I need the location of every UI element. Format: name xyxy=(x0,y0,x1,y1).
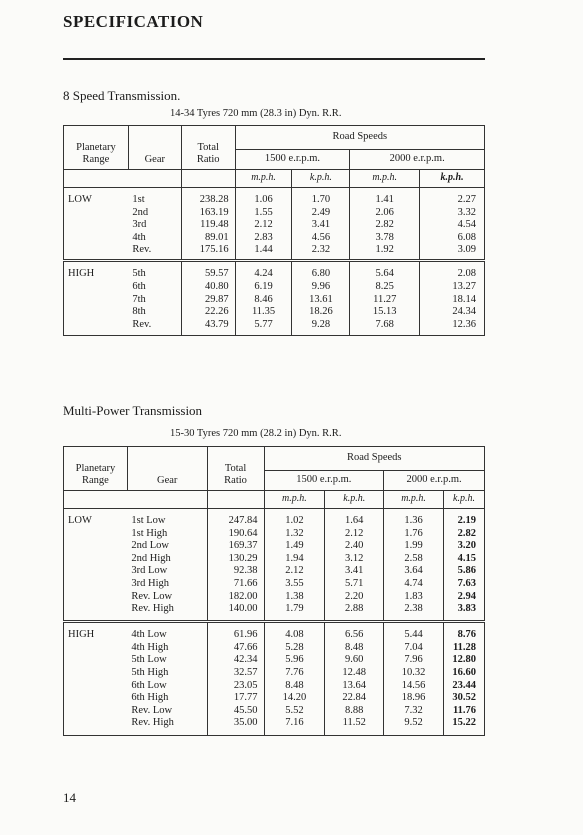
gear-cell: Rev. Low xyxy=(131,704,173,716)
table-row xyxy=(64,680,485,693)
ratio-cell: 17.77 xyxy=(207,692,264,705)
mph-1500-cell: 1.55 xyxy=(254,206,273,218)
gear-cell: Rev. Low xyxy=(131,590,173,602)
table-row xyxy=(64,528,485,541)
mph-2000-cell: 7.04 xyxy=(384,642,444,655)
range-cell xyxy=(64,319,129,336)
mph-2000-cell: 8.25 xyxy=(350,281,420,294)
table-row xyxy=(64,642,485,655)
kph-2000-cell: 7.63 xyxy=(443,578,484,591)
road-speeds-header: Road Speeds xyxy=(264,447,485,471)
ratio-cell: 22.26 xyxy=(181,306,235,319)
ratio-cell: 23.05 xyxy=(207,680,264,693)
gear-cell: 5th xyxy=(132,268,146,280)
kph-1500-cell: 9.28 xyxy=(292,319,350,336)
ratio-cell: 169.37 xyxy=(207,540,264,553)
table-row xyxy=(64,603,485,622)
kph-1500-cell: 12.48 xyxy=(325,667,384,680)
kph-2000-label: k.p.h. xyxy=(443,491,484,509)
ratio-cell: 190.64 xyxy=(207,528,264,541)
mph-2000-cell: 5.44 xyxy=(384,622,444,642)
kph-2000-label: k.p.h. xyxy=(420,170,485,188)
range-cell xyxy=(64,705,128,718)
mph-1500-cell: 11.35 xyxy=(251,306,276,318)
mph-2000-cell: 2.82 xyxy=(350,219,420,232)
mph-1500-cell: 5.96 xyxy=(285,654,304,666)
range-cell xyxy=(64,654,128,667)
range-cell xyxy=(64,219,129,232)
table-row xyxy=(64,578,485,591)
kph-1500-cell: 3.12 xyxy=(325,553,384,566)
table-row xyxy=(64,244,485,261)
total-ratio-header: Total Ratio xyxy=(207,447,264,491)
table-row xyxy=(64,540,485,553)
mph-2000-cell: 4.74 xyxy=(384,578,444,591)
kph-2000-cell: 16.60 xyxy=(443,667,484,680)
gear-cell: Rev. High xyxy=(127,717,207,736)
kph-1500-cell: 2.32 xyxy=(292,244,350,261)
table2-subtitle: 15-30 Tyres 720 mm (28.2 in) Dyn. R.R. xyxy=(170,428,342,439)
kph-1500-cell: 3.41 xyxy=(292,219,350,232)
kph-1500-cell: 1.64 xyxy=(325,509,384,528)
table1-title: 8 Speed Transmission. xyxy=(63,88,181,103)
kph-1500-cell: 22.84 xyxy=(325,692,384,705)
kph-1500-cell: 13.61 xyxy=(292,294,350,307)
gear-cell: 5th Low xyxy=(131,654,167,666)
page-heading: SPECIFICATION xyxy=(63,12,204,31)
mph-2000-cell: 18.96 xyxy=(384,692,444,705)
mph-2000-cell: 2.38 xyxy=(384,603,444,622)
kph-1500-cell: 2.88 xyxy=(325,603,384,622)
mph-1500-cell: 8.46 xyxy=(254,293,273,305)
kph-2000-cell: 24.34 xyxy=(420,306,485,319)
mph-2000-cell: 1.76 xyxy=(384,528,444,541)
mph-1500-cell: 5.28 xyxy=(285,641,304,653)
mph-2000-cell: 1.99 xyxy=(384,540,444,553)
range-label: HIGH xyxy=(64,261,129,281)
range-cell xyxy=(64,717,128,736)
kph-1500-cell: 13.64 xyxy=(325,680,384,693)
kph-2000-cell: 11.76 xyxy=(443,705,484,718)
mph-1500-cell: 3.55 xyxy=(285,577,304,589)
mph-1500-cell: 5.77 xyxy=(235,319,292,336)
kph-2000-cell: 8.76 xyxy=(443,622,484,642)
range-cell xyxy=(64,667,128,680)
ratio-cell: 43.79 xyxy=(181,319,235,336)
range-cell xyxy=(64,591,128,604)
mph-1500-cell: 14.20 xyxy=(282,692,307,704)
mph-2000-cell: 11.27 xyxy=(350,294,420,307)
erpm-2000-header: 2000 e.r.p.m. xyxy=(384,471,485,491)
kph-2000-cell: 30.52 xyxy=(443,692,484,705)
ratio-cell: 35.00 xyxy=(207,717,264,736)
ratio-cell: 140.00 xyxy=(207,603,264,622)
kph-2000-cell: 6.08 xyxy=(420,232,485,245)
gear-header: Gear xyxy=(127,447,207,491)
range-cell xyxy=(64,540,128,553)
kph-2000-cell: 23.44 xyxy=(443,680,484,693)
mph-2000-cell: 1.92 xyxy=(350,244,420,261)
kph-1500-cell: 1.70 xyxy=(292,188,350,207)
ratio-cell: 182.00 xyxy=(207,591,264,604)
table-row xyxy=(64,306,485,319)
gear-cell: 6th xyxy=(132,281,146,293)
mph-2000-cell: 3.64 xyxy=(384,565,444,578)
kph-2000-cell: 15.22 xyxy=(443,717,484,736)
mph-1500-cell: 4.24 xyxy=(254,268,273,280)
kph-1500-cell: 6.56 xyxy=(325,622,384,642)
mph-2000-cell: 1.83 xyxy=(384,591,444,604)
planetary-range-header: Planetary Range xyxy=(64,447,128,491)
range-cell xyxy=(64,281,129,294)
table-row xyxy=(64,705,485,718)
ratio-cell: 163.19 xyxy=(181,207,235,220)
gear-cell: 2nd xyxy=(132,206,149,218)
kph-2000-cell: 3.32 xyxy=(420,207,485,220)
gear-cell: 1st High xyxy=(131,527,168,539)
gear-cell: 7th xyxy=(132,293,146,305)
kph-2000-cell: 3.20 xyxy=(443,540,484,553)
kph-1500-label: k.p.h. xyxy=(325,491,384,509)
range-cell xyxy=(64,528,128,541)
erpm-2000-header: 2000 e.r.p.m. xyxy=(350,150,485,170)
table-row xyxy=(64,622,485,642)
gear-cell: 3rd xyxy=(132,219,147,231)
ratio-cell: 71.66 xyxy=(207,578,264,591)
gear-cell: Rev. xyxy=(128,319,181,336)
mph-2000-label: m.p.h. xyxy=(384,491,444,509)
kph-1500-cell: 18.26 xyxy=(292,306,350,319)
mph-1500-cell: 1.38 xyxy=(285,590,304,602)
kph-1500-cell: 2.12 xyxy=(325,528,384,541)
mph-2000-cell: 15.13 xyxy=(350,306,420,319)
kph-1500-cell: 2.49 xyxy=(292,207,350,220)
mph-1500-cell: 5.52 xyxy=(285,704,304,716)
range-cell xyxy=(64,306,129,319)
ratio-cell: 247.84 xyxy=(207,509,264,528)
kph-1500-cell: 6.80 xyxy=(292,261,350,281)
mph-1500-cell: 8.48 xyxy=(285,679,304,691)
kph-2000-cell: 5.86 xyxy=(443,565,484,578)
mph-2000-cell: 7.96 xyxy=(384,654,444,667)
gear-cell: 4th Low xyxy=(131,629,167,641)
mph-2000-cell: 7.68 xyxy=(350,319,420,336)
heading-rule xyxy=(63,58,485,60)
gear-cell: 1st xyxy=(132,194,145,205)
gear-cell: 8th xyxy=(132,306,146,318)
kph-2000-cell: 2.19 xyxy=(443,509,484,528)
ratio-cell: 29.87 xyxy=(181,294,235,307)
kph-1500-cell: 11.52 xyxy=(325,717,384,736)
range-label: LOW xyxy=(64,509,128,528)
table-row xyxy=(64,591,485,604)
kph-1500-cell: 5.71 xyxy=(325,578,384,591)
kph-2000-cell: 2.08 xyxy=(420,261,485,281)
table2-title: Multi-Power Transmission xyxy=(63,403,203,418)
table-row xyxy=(64,232,485,245)
range-cell xyxy=(64,565,128,578)
kph-2000-cell: 12.80 xyxy=(443,654,484,667)
kph-2000-cell: 4.15 xyxy=(443,553,484,566)
table-row xyxy=(64,667,485,680)
kph-1500-cell: 8.48 xyxy=(325,642,384,655)
gear-cell: 6th Low xyxy=(131,679,167,691)
table-row xyxy=(64,188,485,207)
kph-2000-cell: 2.82 xyxy=(443,528,484,541)
mph-2000-cell: 14.56 xyxy=(384,680,444,693)
ratio-cell: 92.38 xyxy=(207,565,264,578)
kph-2000-cell: 12.36 xyxy=(420,319,485,336)
ratio-cell: 32.57 xyxy=(207,667,264,680)
table-row xyxy=(64,261,485,281)
mph-2000-cell: 5.64 xyxy=(350,261,420,281)
mph-1500-cell: 7.16 xyxy=(264,717,325,736)
kph-2000-cell: 3.83 xyxy=(443,603,484,622)
gear-cell: 1st Low xyxy=(131,515,166,526)
total-ratio-header: Total Ratio xyxy=(181,126,235,170)
table-multi-power xyxy=(63,446,485,736)
mph-2000-cell: 1.41 xyxy=(350,188,420,207)
table-row xyxy=(64,294,485,307)
mph-1500-cell: 1.32 xyxy=(285,527,304,539)
mph-1500-cell: 2.12 xyxy=(254,219,273,231)
ratio-cell: 61.96 xyxy=(207,622,264,642)
kph-1500-cell: 2.40 xyxy=(325,540,384,553)
mph-1500-label: m.p.h. xyxy=(235,170,292,188)
table-row xyxy=(64,654,485,667)
mph-2000-label: m.p.h. xyxy=(350,170,420,188)
gear-cell: 4th xyxy=(132,231,146,243)
range-label: HIGH xyxy=(64,622,128,642)
range-cell xyxy=(64,603,128,622)
table-row xyxy=(64,509,485,528)
range-cell xyxy=(64,244,129,261)
gear-cell: 4th High xyxy=(131,641,169,653)
range-cell xyxy=(64,642,128,655)
table-row xyxy=(64,319,485,336)
mph-2000-cell: 2.06 xyxy=(350,207,420,220)
gear-cell: 2nd Low xyxy=(131,540,169,552)
mph-1500-cell: 4.08 xyxy=(285,629,304,641)
ratio-cell: 119.48 xyxy=(181,219,235,232)
range-cell xyxy=(64,692,128,705)
gear-header: Gear xyxy=(128,126,181,170)
gear-cell: 5th High xyxy=(131,666,169,678)
mph-1500-cell: 1.44 xyxy=(235,244,292,261)
mph-1500-cell: 2.83 xyxy=(254,231,273,243)
table-row xyxy=(64,717,485,736)
table-row xyxy=(64,207,485,220)
kph-2000-cell: 11.28 xyxy=(443,642,484,655)
kph-1500-cell: 4.56 xyxy=(292,232,350,245)
mph-2000-cell: 2.58 xyxy=(384,553,444,566)
kph-2000-cell: 2.94 xyxy=(443,591,484,604)
ratio-cell: 42.34 xyxy=(207,654,264,667)
mph-1500-cell: 1.02 xyxy=(285,515,304,526)
ratio-cell: 59.57 xyxy=(181,261,235,281)
kph-2000-cell: 13.27 xyxy=(420,281,485,294)
range-cell xyxy=(64,680,128,693)
kph-1500-label: k.p.h. xyxy=(292,170,350,188)
mph-2000-cell: 9.52 xyxy=(384,717,444,736)
mph-1500-cell: 1.06 xyxy=(254,194,273,205)
mph-2000-cell: 3.78 xyxy=(350,232,420,245)
table-row xyxy=(64,553,485,566)
range-label: LOW xyxy=(64,188,129,207)
table1-subtitle: 14-34 Tyres 720 mm (28.3 in) Dyn. R.R. xyxy=(170,108,342,119)
mph-2000-cell: 1.36 xyxy=(384,509,444,528)
kph-1500-cell: 3.41 xyxy=(325,565,384,578)
kph-1500-cell: 9.60 xyxy=(325,654,384,667)
range-cell xyxy=(64,578,128,591)
kph-2000-cell: 2.27 xyxy=(420,188,485,207)
mph-2000-cell: 7.32 xyxy=(384,705,444,718)
kph-1500-cell: 2.20 xyxy=(325,591,384,604)
mph-2000-cell: 10.32 xyxy=(384,667,444,680)
range-cell xyxy=(64,294,129,307)
gear-cell: Rev. High xyxy=(127,603,207,622)
kph-1500-cell: 9.96 xyxy=(292,281,350,294)
erpm-1500-header: 1500 e.r.p.m. xyxy=(235,150,350,170)
mph-1500-cell: 6.19 xyxy=(254,281,273,293)
range-cell xyxy=(64,553,128,566)
mph-1500-cell: 2.12 xyxy=(285,565,304,577)
kph-2000-cell: 18.14 xyxy=(420,294,485,307)
ratio-cell: 89.01 xyxy=(181,232,235,245)
kph-2000-cell: 4.54 xyxy=(420,219,485,232)
kph-1500-cell: 8.88 xyxy=(325,705,384,718)
gear-cell: Rev. xyxy=(128,244,181,261)
table-row xyxy=(64,281,485,294)
range-cell xyxy=(64,207,129,220)
mph-1500-cell: 1.94 xyxy=(285,552,304,564)
mph-1500-cell: 1.49 xyxy=(285,540,304,552)
kph-2000-cell: 3.09 xyxy=(420,244,485,261)
gear-cell: 3rd High xyxy=(131,577,169,589)
table-row xyxy=(64,565,485,578)
ratio-cell: 130.29 xyxy=(207,553,264,566)
table-row xyxy=(64,219,485,232)
planetary-range-header: Planetary Range xyxy=(64,126,129,170)
ratio-cell: 47.66 xyxy=(207,642,264,655)
table-8-speed xyxy=(63,125,485,336)
page-number: 14 xyxy=(63,790,76,805)
road-speeds-header: Road Speeds xyxy=(235,126,484,150)
gear-cell: 6th High xyxy=(131,692,169,704)
mph-1500-cell: 7.76 xyxy=(285,666,304,678)
erpm-1500-header: 1500 e.r.p.m. xyxy=(264,471,384,491)
ratio-cell: 175.16 xyxy=(181,244,235,261)
gear-cell: 3rd Low xyxy=(131,565,168,577)
mph-1500-label: m.p.h. xyxy=(264,491,325,509)
ratio-cell: 45.50 xyxy=(207,705,264,718)
table-row xyxy=(64,692,485,705)
range-cell xyxy=(64,232,129,245)
gear-cell: 2nd High xyxy=(131,552,171,564)
ratio-cell: 238.28 xyxy=(181,188,235,207)
ratio-cell: 40.80 xyxy=(181,281,235,294)
mph-1500-cell: 1.79 xyxy=(264,603,325,622)
